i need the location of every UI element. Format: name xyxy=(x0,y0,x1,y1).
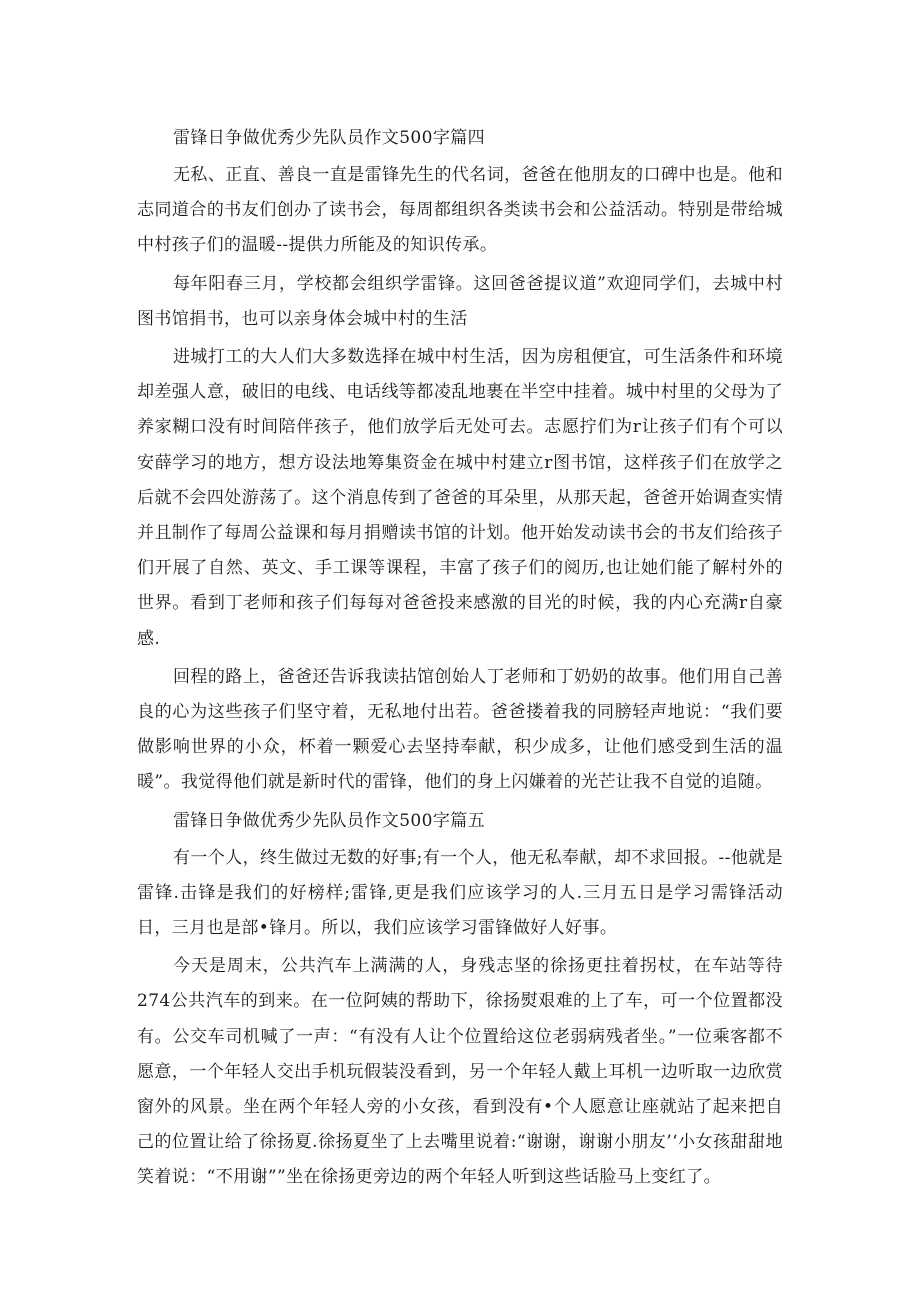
section-5-paragraph-1: 有一个人，终生做过无数的好事;有一个人，他无私奉献，却不求回报。--他就是雷锋.击锋是我们的好榜样;雷锋,更是我们应该学习的人.三月五日是学习需锋活动日，三月也是部•锋月。所以，我们应该学习雷锋做好人好事。 xyxy=(137,847,784,939)
section-5-title: 雷锋日争做优秀少先队员作文500字篇五 xyxy=(173,810,486,831)
section-4-paragraph-2: 每年阳春三月，学校都会组织学雷锋。这回爸爸提议道”欢迎同学们，去城中村图书馆捐书，也可以亲身体会城中村的生活 xyxy=(137,273,783,329)
section-4-paragraph-1: 无私、正直、善良一直是雷锋先生的代名词，爸爸在他朋友的口碑中也是。他和志同道合的书友们创办了读书会，每周都组织各类读书会和公益活动。特别是带给城中村孩子们的温暖--提供力所能及的知识传承。 xyxy=(137,165,783,256)
section-4-paragraph-4: 回程的路上，爸爸还告诉我读拈馆创始人丁老师和丁奶奶的故事。他们用自己善良的心为这些孩子们坚守着，无私地付出若。爸爸搂着我的同膀轻声地说：“我们要做影响世界的小众，杯着一颗爱心去坚持奉献，积少成多，让他们感受到生活的温暖”。我觉得他们就是新时代的雷锋，他们的身上闪嫌着的光芒让我不自觉的追随。 xyxy=(137,666,783,793)
section-4-paragraph-3: 进城打工的大人们大多数选择在城中村生活，因为房租便宜，可生活条件和环境却差强人意，破旧的电线、电话线等都凌乱地裹在半空中挂着。城中村里的父母为了养家糊口没有时间陪伴孩子，他们放学后无处可去。志愿拧们为r让孩子们有个可以安薛学习的地方，想方设法地筹集资金在城中村建立r图书馆，这样孩子们在放学之后就不会四处游荡了。这个消息传到了爸爸的耳朵里，从那天起，爸爸开始调查实情并且制作了每周公益课和每月捐赠读书馆的计划。他开始发动读书会的书友们给孩子们开展了自然、英文、手工课等课程，丰富了孩子们的阅历,也让她们能了解村外的世界。看到丁老师和孩子们每每对爸爸投来感激的目光的时候，我的内心充满r自豪感. xyxy=(137,347,783,649)
section-4-title: 雷锋日争做优秀少先队员作文500字篇四 xyxy=(173,128,486,148)
document-body xyxy=(137,118,783,1196)
section-5-paragraph-2: 今天是周末，公共汽车上满满的人，身残志坚的徐扬更拄着拐杖，在车站等待274公共汽车的到来。在一位阿姨的帮助下，徐扬熨艰难的上了车，可一个位置都没有。公交车司机喊了一声：“有没有人让个位置给这位老弱病残者坐。”一位乘客都不愿意，一个年轻人交出手机玩假装没看到，另一个年轻人戴上耳机一边听取一边欣赏窗外的风景。坐在两个年轻人旁的小女孩，看到没有•个人愿意让座就站了起来把自己的位置让给了徐扬夏.徐扬夏坐了上去嘴里说着:“谢谢，谢谢小朋友’‘小女孩甜甜地笑着说：“不用谢””坐在徐扬更旁边的两个年轻人听到这些话脸马上变红了。 xyxy=(137,956,783,1188)
